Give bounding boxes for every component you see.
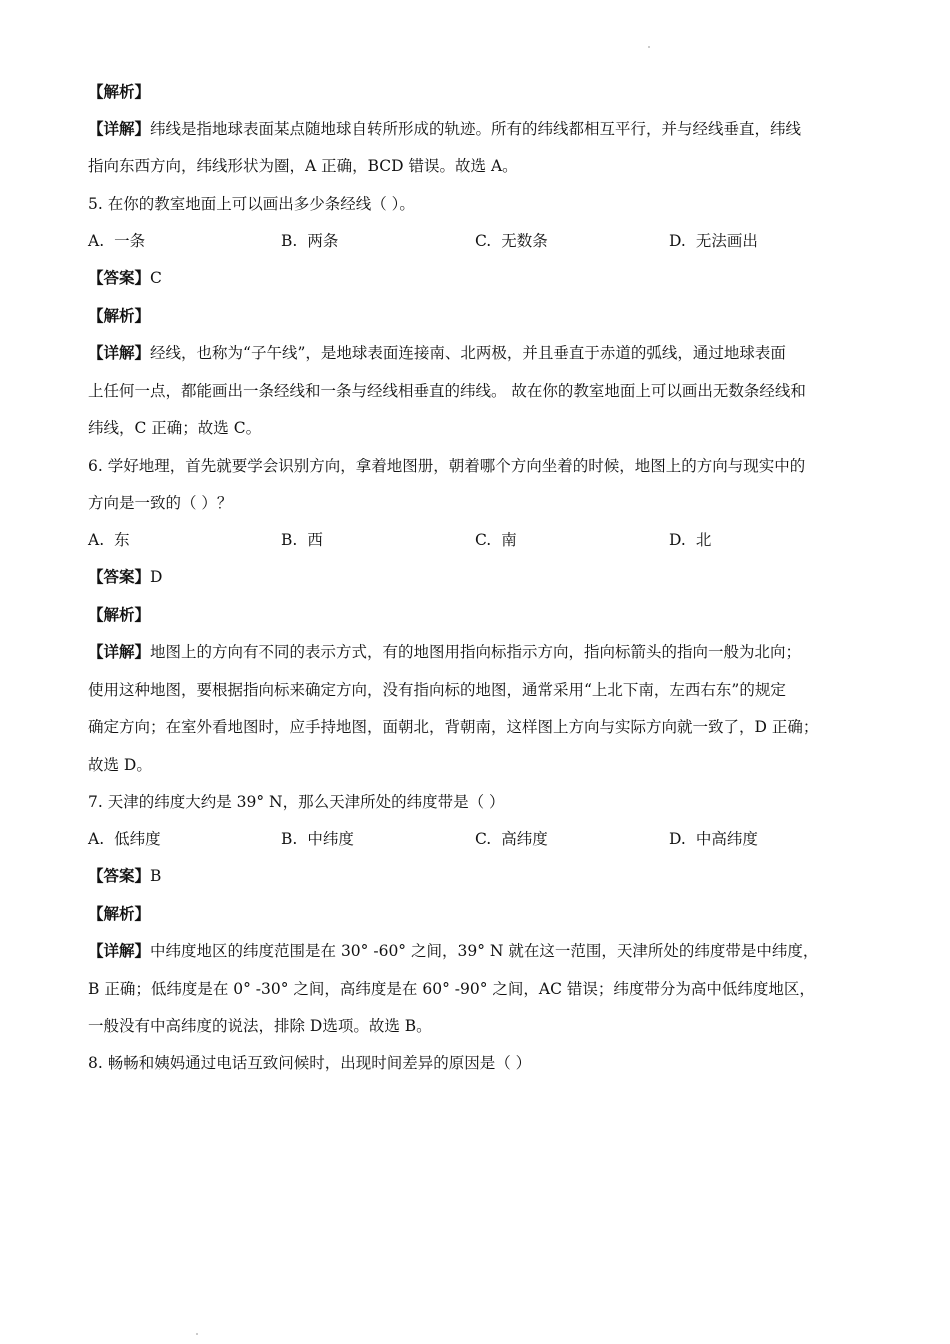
option-key: D. xyxy=(669,531,686,549)
q7-question xyxy=(88,792,866,812)
section-label: 【解析】 xyxy=(88,83,151,101)
line-text: 纬线，C 正确；故选 C。 xyxy=(88,419,262,437)
q7-detail-line-3 xyxy=(88,1016,866,1036)
q6-option-b xyxy=(281,530,323,550)
q4-detail-line-1 xyxy=(88,119,866,139)
line-text: 地图上的方向有不同的表示方式，有的地图用指向标指示方向，指向标箭头的指向一般为北向； xyxy=(150,643,802,661)
line-text: B 正确；低纬度是在 0° -30° 之间，高纬度是在 60° -90° 之间，AC 错误；纬度带分为高中低纬度地区， xyxy=(88,980,815,998)
q4-detail-line-2 xyxy=(88,156,866,176)
option-key: B. xyxy=(281,232,298,250)
line-text: 8. 畅畅和姨妈通过电话互致问候时，出现时间差异的原因是（ ） xyxy=(88,1054,532,1072)
q7-detail-line-1 xyxy=(88,941,866,961)
section-label: 【详解】 xyxy=(88,344,151,362)
line-text: 5. 在你的教室地面上可以画出多少条经线（ ）。 xyxy=(88,195,415,213)
q6-question-line-2 xyxy=(88,493,866,513)
q5-analysis-heading xyxy=(88,306,866,326)
q6-options xyxy=(88,530,868,550)
section-label: 【答案】 xyxy=(88,568,151,586)
line-text: 确定方向；在室外看地图时，应手持地图，面朝北，背朝南，这样图上方向与实际方向就一致了，D 正确； xyxy=(88,718,819,736)
q5-options xyxy=(88,231,868,251)
q7-option-d xyxy=(669,829,758,849)
q7-answer xyxy=(88,866,866,886)
q7-options xyxy=(88,829,868,849)
option-text: 东 xyxy=(114,531,130,549)
option-key: D. xyxy=(669,830,686,848)
option-text: 中纬度 xyxy=(307,830,354,848)
line-text: 6. 学好地理，首先就要学会识别方向，拿着地图册，朝着哪个方向坐着的时候，地图上的方向与现实中的 xyxy=(88,457,806,475)
q8-question xyxy=(88,1053,866,1073)
line-text: B xyxy=(150,867,162,885)
section-label: 【解析】 xyxy=(88,905,151,923)
line-text: D xyxy=(150,568,163,586)
q5-option-d xyxy=(669,231,758,251)
q5-detail-line-2 xyxy=(88,381,866,401)
q7-option-a xyxy=(88,829,161,849)
q5-detail-line-3 xyxy=(88,418,866,438)
section-label: 【答案】 xyxy=(88,269,151,287)
option-key: C. xyxy=(475,830,492,848)
q6-detail-line-4 xyxy=(88,755,866,775)
q7-detail-line-2 xyxy=(88,979,866,999)
option-key: D. xyxy=(669,232,686,250)
section-label: 【详解】 xyxy=(88,120,151,138)
q5-option-b xyxy=(281,231,338,251)
line-text: 故选 D。 xyxy=(88,756,152,774)
q6-option-d xyxy=(669,530,711,550)
q6-detail-line-1 xyxy=(88,642,866,662)
section-label: 【详解】 xyxy=(88,643,151,661)
option-key: C. xyxy=(475,232,492,250)
line-text: 使用这种地图，要根据指向标来确定方向，没有指向标的地图，通常采用“上北下南，左西右东”的规定 xyxy=(88,681,786,699)
option-key: C. xyxy=(475,531,492,549)
q5-detail-line-1 xyxy=(88,343,866,363)
q7-option-c xyxy=(475,829,548,849)
option-text: 西 xyxy=(307,531,323,549)
option-text: 高纬度 xyxy=(501,830,548,848)
line-text: 方向是一致的（ ）？ xyxy=(88,494,233,512)
option-text: 中高纬度 xyxy=(695,830,758,848)
line-text: 中纬度地区的纬度范围是在 30° -60° 之间，39° N 就在这一范围，天津所处的纬度带是中纬度， xyxy=(150,942,819,960)
q6-analysis-heading xyxy=(88,605,866,625)
q6-question-line-1 xyxy=(88,456,866,476)
q7-analysis-heading xyxy=(88,904,866,924)
option-key: A. xyxy=(88,232,105,250)
scan-speck xyxy=(648,46,650,48)
section-label: 【解析】 xyxy=(88,606,151,624)
q6-option-a xyxy=(88,530,130,550)
line-text: C xyxy=(150,269,162,287)
line-text: 经线，也称为“子午线”，是地球表面连接南、北两极，并且垂直于赤道的弧线，通过地球表面 xyxy=(150,344,786,362)
scan-speck xyxy=(196,1333,198,1335)
option-text: 无数条 xyxy=(501,232,548,250)
section-label: 【解析】 xyxy=(88,307,151,325)
q5-question xyxy=(88,194,866,214)
q6-option-c xyxy=(475,530,517,550)
q7-option-b xyxy=(281,829,354,849)
q6-detail-line-3 xyxy=(88,717,866,737)
option-text: 一条 xyxy=(114,232,146,250)
option-text: 南 xyxy=(501,531,517,549)
option-text: 低纬度 xyxy=(114,830,161,848)
q6-answer xyxy=(88,567,866,587)
option-key: A. xyxy=(88,531,105,549)
option-key: B. xyxy=(281,531,298,549)
q5-option-a xyxy=(88,231,145,251)
option-key: B. xyxy=(281,830,298,848)
option-key: A. xyxy=(88,830,105,848)
option-text: 两条 xyxy=(307,232,339,250)
q6-detail-line-2 xyxy=(88,680,866,700)
line-text: 指向东西方向，纬线形状为圈，A 正确，BCD 错误。故选 A。 xyxy=(88,157,518,175)
line-text: 纬线是指地球表面某点随地球自转所形成的轨迹。所有的纬线都相互平行，并与经线垂直，纬线 xyxy=(150,120,802,138)
line-text: 上任何一点，都能画出一条经线和一条与经线相垂直的纬线。 故在你的教室地面上可以画出无数条经线和 xyxy=(88,382,806,400)
q5-answer xyxy=(88,268,866,288)
q5-option-c xyxy=(475,231,548,251)
option-text: 无法画出 xyxy=(695,232,758,250)
option-text: 北 xyxy=(695,531,712,549)
section-label: 【答案】 xyxy=(88,867,151,885)
q4-analysis-heading xyxy=(88,82,866,102)
line-text: 7. 天津的纬度大约是 39° N，那么天津所处的纬度带是（ ） xyxy=(88,793,505,811)
section-label: 【详解】 xyxy=(88,942,151,960)
line-text: 一般没有中高纬度的说法，排除 D选项。故选 B。 xyxy=(88,1017,432,1035)
